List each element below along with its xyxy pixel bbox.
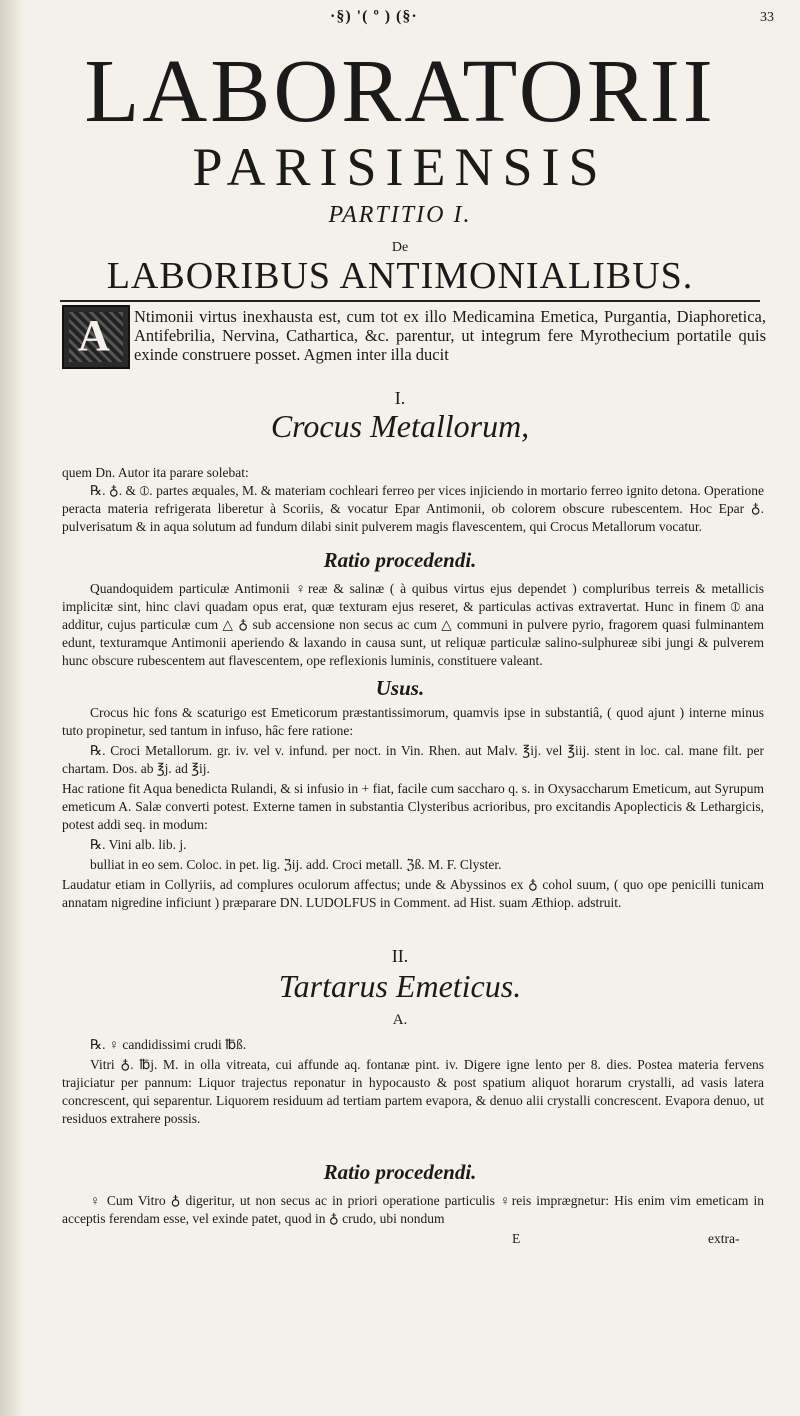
- crocus-ratio-text: Quandoquidem particulæ Antimonii ♀reæ & salinæ ( à quibus virtus ejus dependet ) compluribus terreis & metallicis implicitæ sint, hinc clavi quadam opus erat, quæ texturam ejus reseret, & particulas activas extravertat. Hunc in finem ⦶ ana additur, cujus particulæ cum △ ♁ sub accensione non secus ac cum △ communi in pulvere pyrio, fragorem quasi fulminantem edunt, texturamque Antimonii aperiendo & laxando in causa sunt, ut reliquæ particulæ salino-sulphureæ sibi jungi & pulverem hunc obscure rubescentem aut flavescentem, ope reflexionis luminis, constituere valeant.: [62, 581, 764, 668]
- tartarus-ratio-text: ♀ Cum Vitro ♁ digeritur, ut non secus ac in priori operatione particulis ♀reis imprægnetur: His enim vim emeticam in acceptis ferendam esse, vel exinde patet, quod in ♁ crudo, ubi nondum: [62, 1193, 764, 1226]
- crocus-recipe: ℞. ♁. & ⦶. partes æquales, M. & materiam cochleari ferreo per vices injiciendo in mortario ferreo ignito detona. Operatione peracta materia refrigerata liberetur à Scoriis, & vocatur Epar Antimonii, ob colorem obscure rubescentem. Hoc Epar ♁. pulverisatum & in aqua solutum ad fundum dilabi sinit pulverem magis flavescentem, qui Crocus Metallorum vocatur.: [62, 483, 764, 534]
- crocus-infusion-recipe: ℞. Croci Metallorum. gr. iv. vel v. infund. per noct. in Vin. Rhen. aut Malv. ℥ij. vel ℥iij. stent in loc. cal. mane filt. per chartam. Dos. ab ℥j. ad ℥ij.: [62, 743, 764, 776]
- decorated-initial: [62, 305, 130, 369]
- title-rule: [60, 300, 760, 302]
- intro-paragraph: Ntimonii virtus inexhausta est, cum tot ex illo Medicamina Emetica, Purgantia, Diaphoretica, Antifebrilia, Nervina, Cathartica, &c. parentur, ut integrum fere Myrothecium portatile quis exinde construere posset. Agmen inter illa ducit: [134, 307, 766, 364]
- running-head-ornament: ·§) '( º ) (§·: [330, 8, 418, 25]
- crocus-usus-text: Crocus hic fons & scaturigo est Emeticorum præstantissimorum, quamvis ipse in substantiâ, ( quod ajunt ) interne minus tuto propinetur, sed tantum in infuso, hâc fere ratione:: [62, 705, 764, 738]
- title-laboribus: LABORIBUS ANTIMONIALIBUS.: [106, 255, 694, 297]
- section-letter-a: A.: [392, 1012, 408, 1028]
- section-title-tartarus: Tartarus Emeticus.: [278, 968, 522, 1004]
- clyster-recipe-1: ℞. Vini alb. lib. j.: [90, 837, 187, 852]
- tartarus-recipe-1: ℞. ♀ candidissimi crudi ℔ß.: [90, 1037, 247, 1052]
- title-laboratorii: LABORATORII: [84, 42, 716, 141]
- section-number-2: II.: [391, 946, 409, 966]
- crocus-ratio-heading: Ratio procedendi.: [323, 548, 477, 572]
- page-number: 33: [760, 10, 774, 25]
- clyster-recipe-2: bulliat in eo sem. Coloc. in pet. lig. ℨij. add. Croci metall. ℨß. M. F. Clyster.: [90, 857, 502, 872]
- section-number-1: I.: [394, 388, 406, 408]
- section-title-crocus: Crocus Metallorum,: [270, 408, 530, 444]
- title-de: De: [391, 240, 409, 255]
- catchword: extra-: [708, 1231, 740, 1246]
- crocus-usus-heading: Usus.: [375, 676, 425, 700]
- tartarus-ratio-heading: Ratio procedendi.: [323, 1160, 477, 1184]
- tartarus-recipe-2: Vitri ♁. ℔j. M. in olla vitreata, cui affunde aq. fontanæ pint. iv. Digere igne lento per 8. dies. Postea materia fervens trajiciatur per pannum: Liquor trajectus reponatur in hypocausto & post spatium aliquot horarum crystalli, ad vasis latera concrescent, qui separentur. Liquorem residuum ad tertiam partem evapora, & denuo alii crystalli concrescent. Evapora denuo, ut residuos extrahere possis.: [62, 1057, 764, 1126]
- crocus-aqua-benedicta: Hac ratione fit Aqua benedicta Rulandi, & si infusio in + fiat, facile cum saccharo q. s. in Oxysaccharum Emeticum, aut Syrupum emeticum A. Salæ converti potest. Externe tamen in substantia Clysteribus acrioribus, pro excitandis Apoplecticis & Lethargicis, potest addi seq. in modum:: [62, 781, 764, 832]
- signature-mark: E: [512, 1231, 521, 1246]
- crocus-collyria: Laudatur etiam in Collyriis, ad complures oculorum affectus; unde & Abyssinos ex ♁ cohol suum, ( quo ope penicilli tunicam annatam nigredine inficiunt ) præparare DN. LUDOLFUS in Comment. ad Hist. suam Æthiop. adstruit.: [62, 877, 764, 910]
- crocus-intro-line: quem Dn. Autor ita parare solebat:: [62, 465, 249, 480]
- running-header: [0, 6, 800, 36]
- title-partitio: PARTITIO I.: [328, 202, 472, 228]
- initial-letter: A: [78, 311, 110, 360]
- title-parisiensis: PARISIENSIS: [192, 137, 608, 197]
